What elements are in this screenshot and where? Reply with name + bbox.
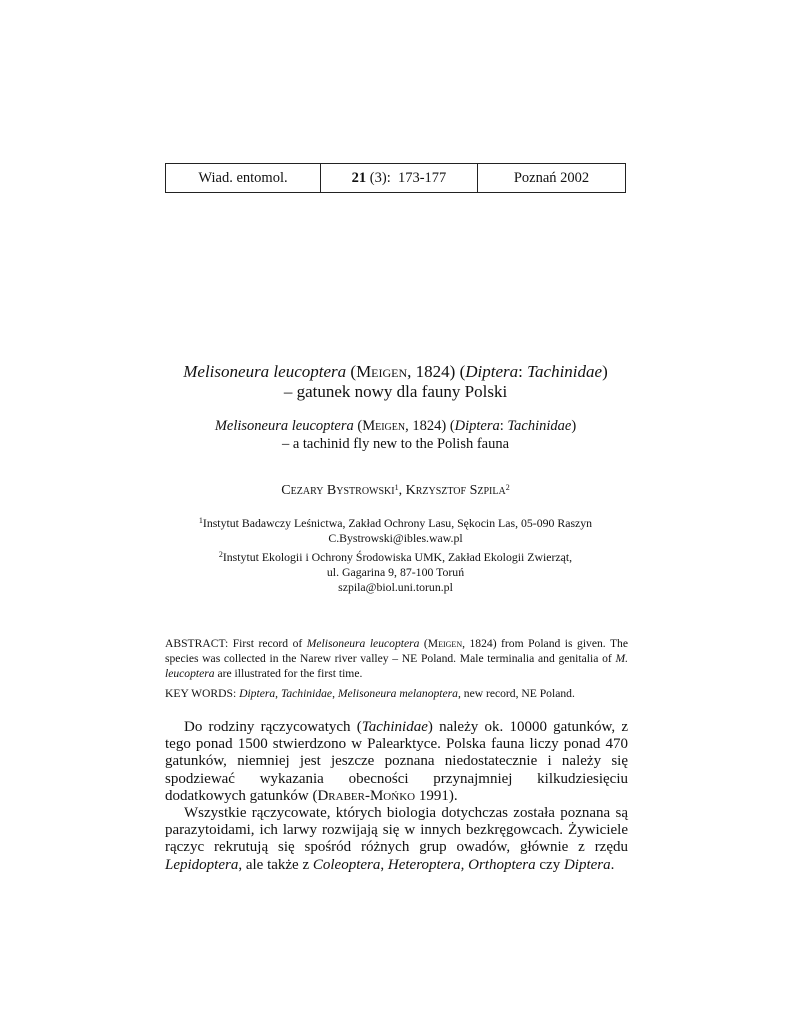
citation-author: Draber-Mońko (317, 787, 416, 804)
keywords (165, 686, 628, 701)
author-2: Krzysztof Szpila (405, 483, 506, 498)
title-text: : (499, 418, 508, 434)
title-text: ) (571, 418, 577, 434)
keyword: Diptera (239, 687, 276, 700)
title-author-name: Meigen (356, 362, 408, 381)
keyword: Melisoneura melanoptera (337, 687, 458, 700)
title-text: ( (353, 418, 363, 434)
abstract-species: Melisoneura leucoptera (306, 637, 420, 650)
author-1-affiliation-mark: 1 (394, 483, 399, 492)
title-polish (0, 362, 791, 402)
paragraph-text: ) należy ok. 10000 gatunków, z tego ponad 1500 stwierdzono w Palearktyce. Polska fauna liczy ponad 470 gatunków, niemniej jest jeszcze poznana niedostatecznie i należy się spodziewać wykazania obecności przynajmniej kilkudziesięciu dodatkowych gatunków ( (165, 719, 628, 804)
keyword-separator: , (332, 687, 338, 700)
title-english-line2: – a tachinid fly new to the Polish fauna (281, 436, 510, 452)
volume-number: 21 (351, 169, 367, 186)
keyword-separator: , (275, 687, 281, 700)
title-author-name: Meigen (362, 418, 406, 434)
paragraph-text: Wszystkie rączycowate, których biologia dotychczas została poznana są parazytoidami, ich larwy rozwijają się w innych bezkręgowcach. Żywiciele rączyc rekrutują się spośród różnych grup owadów, głównie z rzędu (165, 805, 628, 856)
affiliation-1-mark: 1 (198, 516, 203, 525)
affiliation-2-email: szpila@biol.uni.torun.pl (338, 580, 453, 594)
abstract-text: ( (419, 637, 428, 650)
body-text (165, 719, 628, 874)
title-text: ( (346, 362, 357, 381)
journal-name: Wiad. entomol. (198, 169, 288, 186)
paragraph-1 (165, 719, 628, 805)
affiliation-1 (0, 516, 791, 546)
keywords-label: KEY WORDS: (165, 687, 240, 700)
affiliation-2-institute: Instytut Ekologii i Ochrony Środowiska UMK, Zakład Ekologii Zwierząt, (222, 550, 573, 564)
author-list (0, 483, 791, 499)
title-english-line1 (0, 417, 791, 435)
title-polish-line2: – gatunek nowy dla fauny Polski (283, 382, 508, 401)
taxon-name: Diptera (563, 856, 611, 873)
paragraph-text: Do rodziny rączycowatych ( (184, 719, 362, 735)
title-text: , 1824) ( (407, 362, 466, 381)
title-polish-line1 (0, 362, 791, 382)
abstract-text: , 1824) from Poland is given. The species was collected in the Narew river valley – NE Poland. Male terminalia and genitalia of (165, 637, 628, 665)
abstract-species-short: M. leucoptera (165, 652, 628, 680)
paragraph-text: , (380, 856, 388, 873)
paragraph-text: , ale także z (238, 856, 313, 873)
title-text: ) (602, 362, 608, 381)
affiliation-1-address: Instytut Badawczy Leśnictwa, Zakład Ochrony Lasu, Sękocin Las, 05-090 Raszyn (202, 516, 593, 530)
place-year: Poznań 2002 (513, 169, 590, 186)
taxon-name: Heteroptera, Orthoptera (387, 856, 536, 873)
title-text: , 1824) ( (405, 418, 455, 434)
place-year-cell (478, 164, 625, 192)
affiliation-2-mark: 2 (218, 550, 223, 559)
paragraph-text: czy (535, 856, 564, 873)
affiliation-2-street: ul. Gagarina 9, 87-100 Toruń (326, 565, 465, 579)
author-1: Cezary Bystrowski (281, 483, 395, 498)
title-family: Tachinidae (507, 418, 572, 434)
author-separator: , (398, 483, 406, 498)
title-order: Diptera (465, 362, 519, 381)
affiliation-2 (0, 550, 791, 595)
abstract (165, 636, 628, 681)
abstract-author-name: Meigen (427, 637, 463, 650)
title-english (0, 417, 791, 453)
taxon-name: Coleoptera (312, 856, 381, 873)
title-species: Melisoneura leucoptera (214, 418, 354, 434)
title-species: Melisoneura leucoptera (183, 362, 347, 381)
abstract-text: ABSTRACT: First record of (165, 637, 307, 650)
keywords-rest: , new record, NE Poland. (457, 687, 575, 700)
journal-name-cell (166, 164, 321, 192)
paragraph-text: . (610, 856, 615, 873)
keyword: Tachinidae (280, 687, 333, 700)
affiliation-1-email: C.Bystrowski@ibles.waw.pl (328, 531, 463, 545)
taxon-name: Lepidoptera (165, 856, 239, 873)
issue-pages: (3): 173-177 (366, 169, 447, 186)
title-order: Diptera (454, 418, 500, 434)
taxon-name: Tachinidae (361, 719, 428, 735)
paragraph-text: 1991). (415, 787, 458, 804)
title-family: Tachinidae (527, 362, 603, 381)
citation-header-table (165, 163, 626, 193)
title-text: : (518, 362, 528, 381)
abstract-text: are illustrated for the first time. (214, 667, 363, 680)
volume-cell (321, 164, 478, 192)
paragraph-2 (165, 805, 628, 874)
author-2-affiliation-mark: 2 (505, 483, 510, 492)
